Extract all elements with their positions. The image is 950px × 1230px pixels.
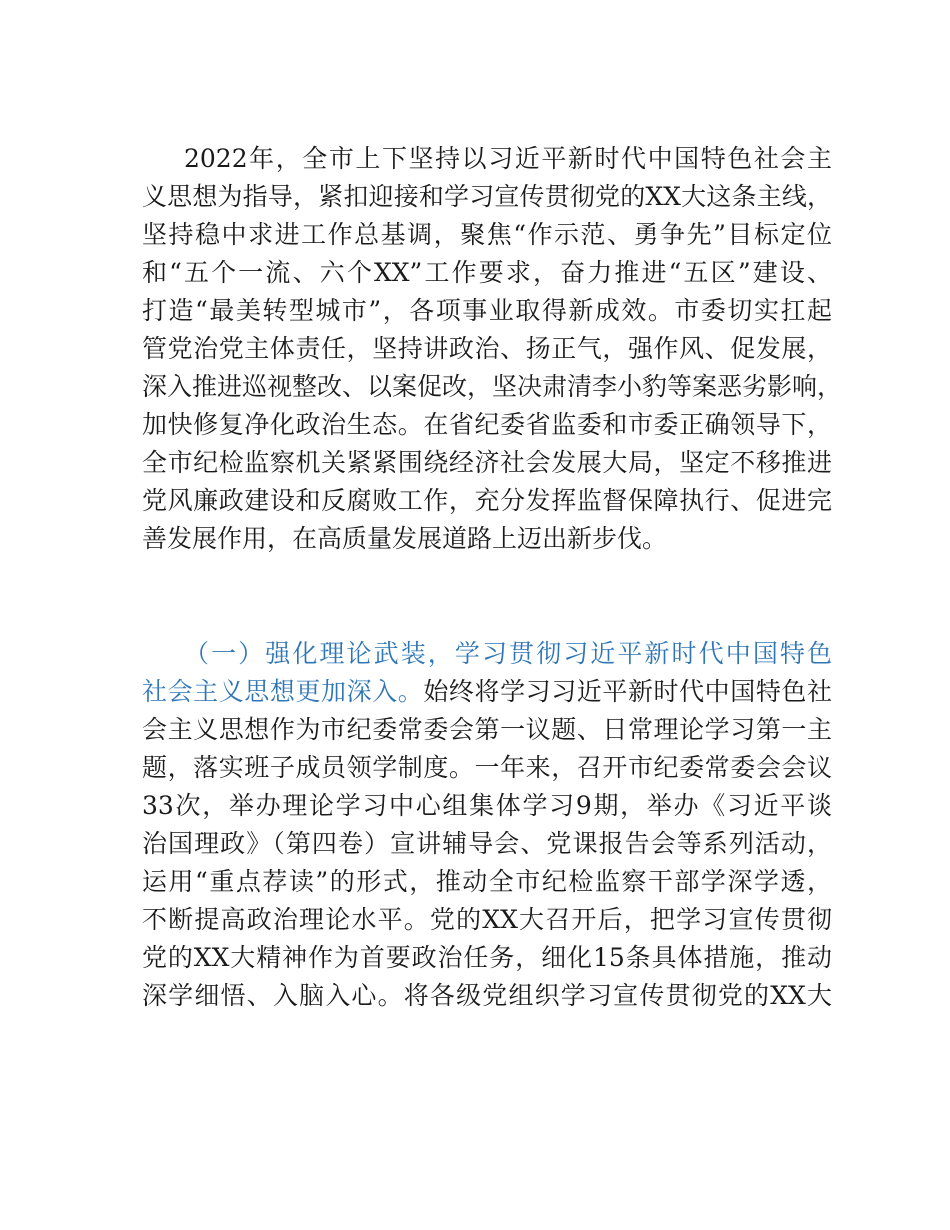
paragraph-line: 义思想为指导，紧扣迎接和学习宣传贯彻党的XX大这条主线， — [142, 182, 832, 211]
paragraph-line: 管党治党主体责任，坚持讲政治、扬正气，强作风、促发展， — [142, 334, 832, 363]
paragraph-line: 坚持稳中求进工作总基调，聚焦“作示范、勇争先”目标定位 — [142, 220, 832, 249]
paragraph-line: 不断提高政治理论水平。党的XX大召开后，把学习宣传贯彻 — [142, 905, 832, 934]
paragraph-line: 深入推进巡视整改、以案促改，坚决肃清李小豹等案恶劣影响， — [142, 372, 843, 401]
section-heading-end: 社会主义思想更加深入。 — [142, 677, 424, 706]
paragraph-line: 加快修复净化政治生态。在省纪委省监委和市委正确领导下， — [142, 410, 832, 439]
paragraph-line: 33次，举办理论学习中心组集体学习9期，举办《习近平谈 — [142, 791, 832, 820]
paragraph-line: 善发展作用，在高质量发展道路上迈出新步伐。 — [142, 524, 668, 553]
paragraph-line: 2022年，全市上下坚持以习近平新时代中国特色社会主 — [184, 144, 832, 173]
paragraph-line-rest: 始终将学习习近平新时代中国特色社 — [423, 677, 832, 706]
paragraph-line: 党风廉政建设和反腐败工作，充分发挥监督保障执行、促进完 — [142, 486, 832, 515]
paragraph-line: 运用“重点荐读”的形式，推动全市纪检监察干部学深学透， — [142, 867, 832, 896]
paragraph-line: 深学细悟、入脑入心。将各级党组织学习宣传贯彻党的XX大 — [142, 981, 832, 1010]
section-heading-line: （一）强化理论武装，学习贯彻习近平新时代中国特色 — [184, 639, 832, 668]
paragraph-line: 党的XX大精神作为首要政治任务，细化15条具体措施，推动 — [142, 943, 832, 972]
paragraph-line — [142, 673, 832, 711]
paragraph-line: 会主义思想作为市纪委常委会第一议题、日常理论学习第一主 — [142, 715, 832, 744]
paragraph-line: 打造“最美转型城市”，各项事业取得新成效。市委切实扛起 — [142, 296, 832, 325]
paragraph-line: 全市纪检监察机关紧紧围绕经济社会发展大局，坚定不移推进 — [142, 448, 832, 477]
paragraph-line: 和“五个一流、六个XX”工作要求，奋力推进“五区”建设、 — [142, 258, 832, 287]
paragraph-line: 题，落实班子成员领学制度。一年来，召开市纪委常委会会议 — [142, 753, 832, 782]
paragraph-summary-2022 — [142, 140, 843, 558]
paragraph-theory-study — [142, 635, 832, 1015]
paragraph-line: 治国理政》（第四卷）宣讲辅导会、党课报告会等系列活动， — [142, 829, 832, 858]
